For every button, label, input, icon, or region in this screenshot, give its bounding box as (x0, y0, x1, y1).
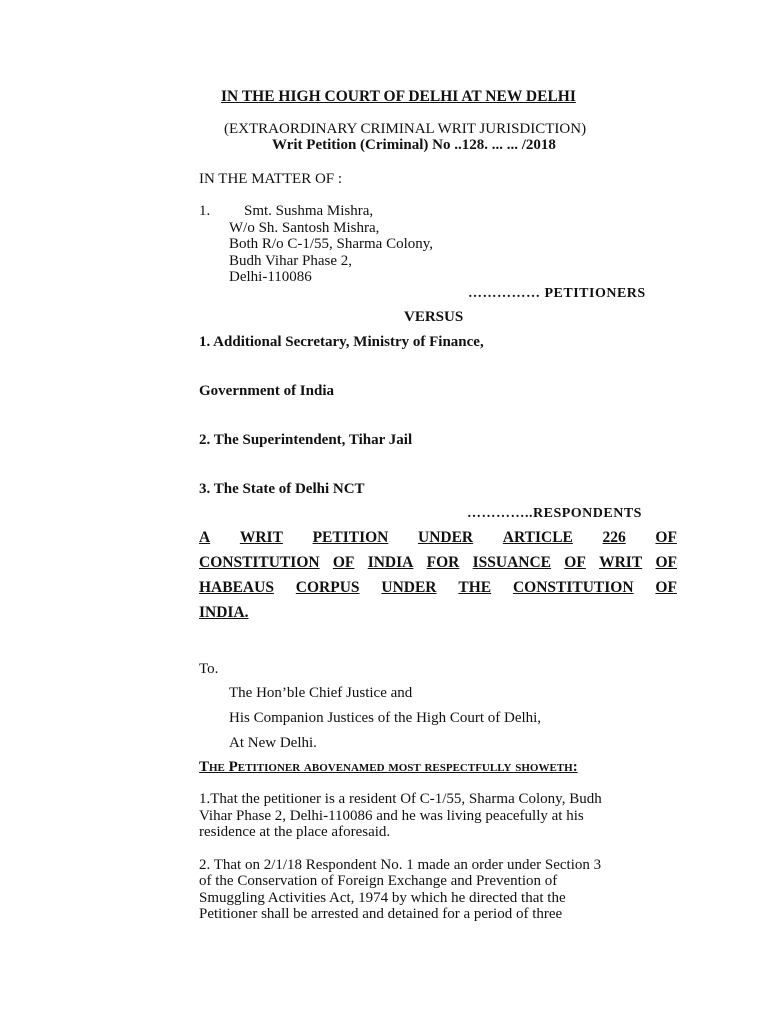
title-word: CONSTITUTION (199, 554, 320, 571)
address-line-3: At New Delhi. (229, 735, 317, 751)
petitioner-name: Smt. Sushma Mishra, (244, 203, 374, 219)
respondent-1-line-1: 1. Additional Secretary, Ministry of Finance, (199, 334, 484, 350)
paragraph-1-line: Vihar Phase 2, Delhi-110086 and he was living peacefully at his (199, 808, 584, 824)
title-word: ISSUANCE (472, 554, 552, 571)
title-word: HABEAUS (199, 579, 274, 596)
petitioner-address-line: Delhi-110086 (229, 269, 312, 285)
title-word: CONSTITUTION (512, 579, 634, 596)
petition-title-line-1 (199, 529, 677, 547)
respondent-2: 2. The Superintendent, Tihar Jail (199, 432, 413, 448)
petitioner-number: 1. (199, 203, 211, 219)
petition-number: Writ Petition (Criminal) No ..128. ... ... /2018 (272, 137, 556, 153)
paragraph-1-line: 1.That the petitioner is a resident Of C-1/55, Sharma Colony, Budh (199, 791, 602, 807)
paragraph-2-line: of the Conservation of Foreign Exchange and Prevention of (199, 873, 558, 889)
title-word: A (199, 529, 211, 546)
versus-label: VERSUS (404, 309, 464, 325)
title-word: OF (655, 529, 677, 546)
title-word: CORPUS (295, 579, 360, 596)
to-label: To. (199, 661, 219, 677)
title-word: WRIT (599, 554, 643, 571)
respondents-label: …………..RESPONDENTS (467, 506, 642, 521)
title-word: 226 (602, 529, 626, 546)
showeth-heading: The Petitioner abovenamed most respectfully showeth: (199, 759, 578, 775)
petitioner-address-line: Budh Vihar Phase 2, (229, 253, 352, 269)
petitioner-address-line: Both R/o C-1/55, Sharma Colony, (229, 236, 434, 252)
title-word: OF (564, 554, 586, 571)
paragraph-2-line: 2. That on 2/1/18 Respondent No. 1 made an order under Section 3 (199, 857, 602, 873)
respondent-1-line-2: Government of India (199, 383, 334, 399)
title-word: FOR (426, 554, 460, 571)
title-word: PETITION (312, 529, 389, 546)
title-word: INDIA (367, 554, 414, 571)
title-word: THE (458, 579, 492, 596)
respondent-3: 3. The State of Delhi NCT (199, 481, 365, 497)
paragraph-2-line: Smuggling Activities Act, 1974 by which he directed that the (199, 890, 566, 906)
petitioner-address-line: W/o Sh. Santosh Mishra, (229, 220, 380, 236)
jurisdiction-line: (EXTRAORDINARY CRIMINAL WRIT JURISDICTION) (224, 121, 587, 137)
court-heading: IN THE HIGH COURT OF DELHI AT NEW DELHI (221, 88, 576, 105)
paragraph-2-line: Petitioner shall be arrested and detained for a period of three (199, 906, 563, 922)
title-word: ARTICLE (502, 529, 573, 546)
title-word: OF (655, 579, 677, 596)
title-word: WRIT (239, 529, 283, 546)
address-line-2: His Companion Justices of the High Court of Delhi, (229, 710, 542, 726)
title-word: OF (655, 554, 677, 571)
matter-of-label: IN THE MATTER OF : (199, 171, 343, 187)
petition-title-line-3 (199, 579, 677, 597)
petition-title-line-2 (199, 554, 677, 572)
title-word: UNDER (418, 529, 474, 546)
paragraph-1-line: residence at the place aforesaid. (199, 824, 391, 840)
petitioners-label: …………… PETITIONERS (468, 286, 646, 301)
title-word: UNDER (381, 579, 437, 596)
title-word: OF (332, 554, 355, 571)
address-line-1: The Hon’ble Chief Justice and (229, 685, 413, 701)
petition-title-line-4: INDIA. (199, 604, 249, 621)
